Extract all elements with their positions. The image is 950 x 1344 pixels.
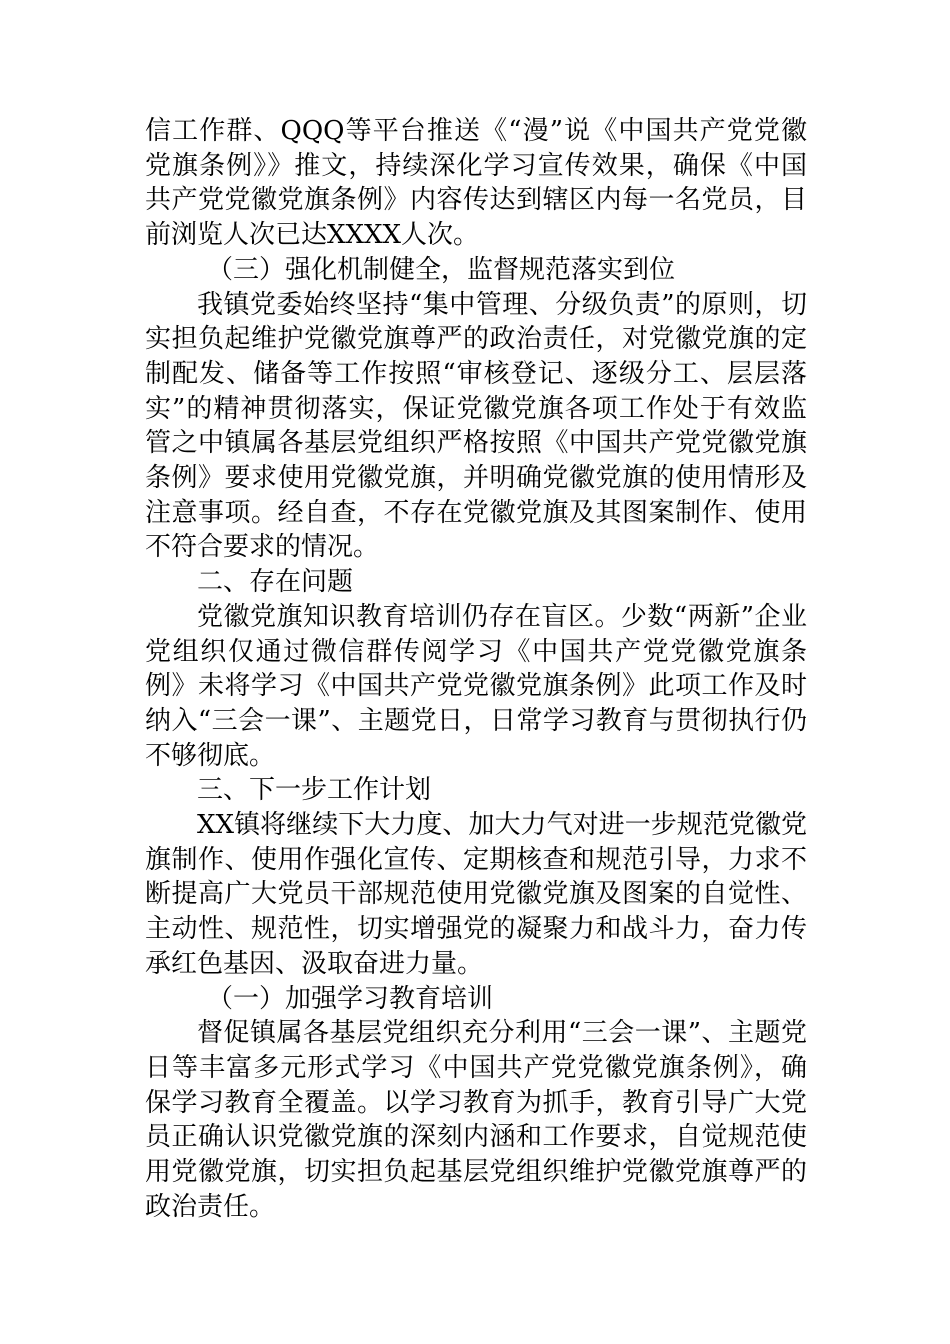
paragraph-training: 督促镇属各基层党组织充分利用“三会一课”、主题党日等丰富多元形式学习《中国共产党党徽党旗条例》，确保学习教育全覆盖。以学习教育为抓手，教育引导广大党员正确认识党徽党旗的深刻内涵和工作要求，自觉规范使用党徽党旗，切实担负起基层党组织维护党徽党旗尊严的政治责任。 xyxy=(145,1018,807,1222)
paragraph-supervision: 我镇党委始终坚持“集中管理、分级负责”的原则，切实担负起维护党徽党旗尊严的政治责任，对党徽党旗的定制配发、储备等工作按照“审核登记、逐级分工、层层落实”的精神贯彻落实，保证党徽党旗各项工作处于有效监管之中镇属各基层党组织严格按照《中国共产党党徽党旗条例》要求使用党徽党旗，并明确党徽党旗的使用情形及注意事项。经自查，不存在党徽党旗及其图案制作、使用不符合要求的情况。 xyxy=(145,289,807,563)
section-subheading-one: （一）加强学习教育培训 xyxy=(207,983,494,1014)
paragraph-next-steps: XX镇将继续下大力度、加大力气对进一步规范党徽党旗制作、使用作强化宣传、定期核查和规范引导，力求不断提高广大党员干部规范使用党徽党旗及图案的自觉性、主动性、规范性，切实增强党的凝聚力和战斗力，奋力传承红色基因、汲取奋进力量。 xyxy=(145,810,807,979)
document-body xyxy=(145,114,807,1225)
section-heading-next-steps: 三、下一步工作计划 xyxy=(197,775,432,806)
section-subheading-three: （三）强化机制健全，监督规范落实到位 xyxy=(207,254,676,285)
paragraph-problems: 党徽党旗知识教育培训仍存在盲区。少数“两新”企业党组织仅通过微信群传阅学习《中国共产党党徽党旗条例》未将学习《中国共产党党徽党旗条例》此项工作及时纳入“三会一课”、主题党日，日常学习教育与贯彻执行仍不够彻底。 xyxy=(145,601,807,771)
paragraph-continued: 信工作群、QQQ等平台推送《“漫”说《中国共产党党徽党旗条例》》推文，持续深化学习宣传效果，确保《中国共产党党徽党旗条例》内容传达到辖区内每一名党员，目前浏览人次已达XXXX人次。 xyxy=(145,116,807,251)
section-heading-problems: 二、存在问题 xyxy=(197,567,354,598)
